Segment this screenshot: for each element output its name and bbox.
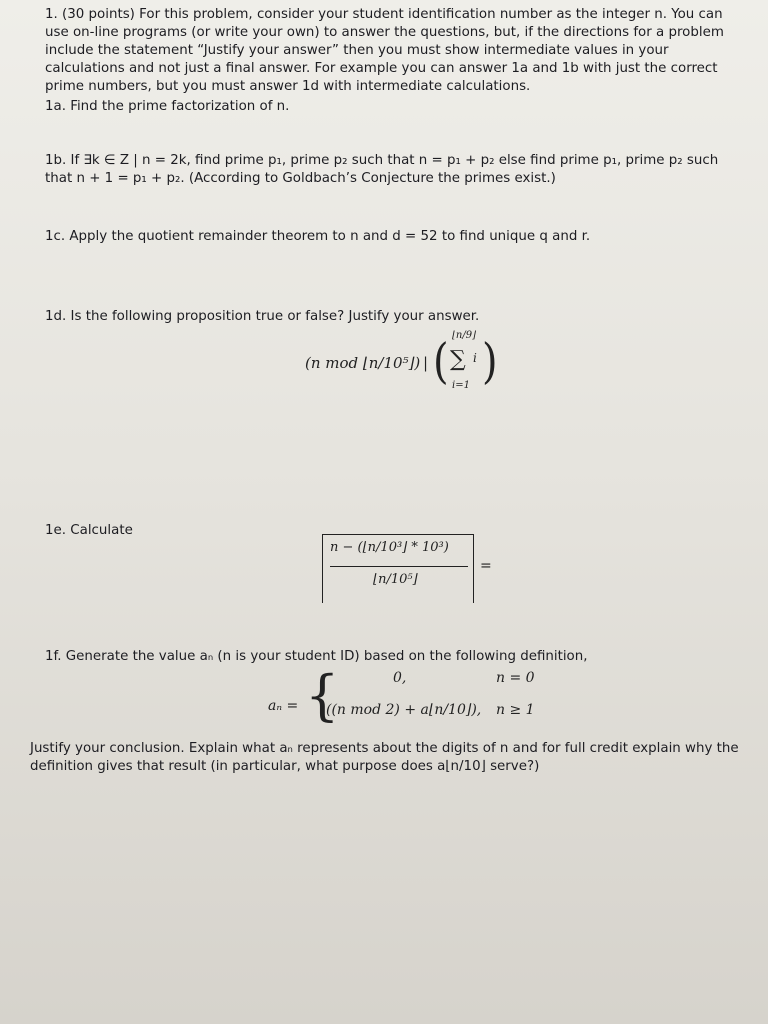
question-1e-text: 1e. Calculate <box>45 523 133 538</box>
problem-1-intro <box>45 6 735 96</box>
case-2-condition: n ≥ 1 <box>496 702 535 718</box>
formula-1e <box>318 530 493 606</box>
question-1f-text: 1f. Generate the value aₙ (n is your student ID) based on the following definition, <box>45 649 588 664</box>
question-1d-text: 1d. Is the following proposition true or false? Justify your answer. <box>45 309 480 324</box>
case-1-value: 0, <box>393 670 407 686</box>
case-1-condition: n = 0 <box>496 670 535 686</box>
question-1c <box>45 228 735 246</box>
question-1a <box>45 98 735 116</box>
sum-lower-limit: i=1 <box>452 380 470 391</box>
formula-1d <box>305 330 498 404</box>
sum-term: i <box>473 351 477 365</box>
question-1f <box>45 648 735 666</box>
fraction-bar <box>330 566 468 567</box>
left-big-paren: ( <box>433 334 449 390</box>
question-1a-text: 1a. Find the prime factorization of n. <box>45 99 290 114</box>
right-big-paren: ) <box>482 334 498 390</box>
question-1c-text: 1c. Apply the quotient remainder theorem to n and d = 52 to find unique q and r. <box>45 229 591 244</box>
formula-1d-left: (n mod ⌊n/10⁵⌋) <box>305 354 421 372</box>
piecewise-brace: { <box>305 664 340 727</box>
case-2-value: ((n mod 2) + a⌊n/10⌋), <box>326 702 482 718</box>
summation-symbol: ∑ <box>450 347 466 372</box>
question-1f-justify-text: Justify your conclusion. Explain what aₙ represents about the digits of n and for full credit explain why the definition gives that result (in particular, what purpose does a⌊n/10⌋ serve?) <box>30 741 739 774</box>
intro-text: 1. (30 points) For this problem, consider your student identification number as the integer n. You can use on-line programs (or write your own) to answer the questions, but, if the directions for a problem include the statement “Justify your answer” then you must show intermediate values in your calculations and not just a final answer. For example you can answer 1a and 1b with just the correct prime numbers, but you must answer 1d with intermediate calculations. <box>45 7 724 94</box>
equals-sign: = <box>480 558 492 574</box>
a-n-lhs: aₙ = <box>268 698 299 714</box>
divides-symbol: | <box>423 354 429 372</box>
question-1b-text: 1b. If ∃k ∈ Z | n = 2k, find prime p₁, prime p₂ such that n = p₁ + p₂ else find prime p₁, prime p₂ such that n + 1 = p₁ + p₂. (According to Goldbach’s Conjecture the primes exist.) <box>45 153 719 186</box>
formula-1e-denominator: ⌊n/10⁵⌋ <box>373 572 418 587</box>
formula-1e-numerator: n − (⌊n/10³⌋ * 10³) <box>330 540 449 555</box>
question-1f-justify <box>30 740 760 776</box>
question-1b <box>45 152 735 188</box>
sum-upper-limit: ⌊n/9⌋ <box>452 330 476 341</box>
formula-1f <box>268 664 568 740</box>
question-1d <box>45 308 735 326</box>
